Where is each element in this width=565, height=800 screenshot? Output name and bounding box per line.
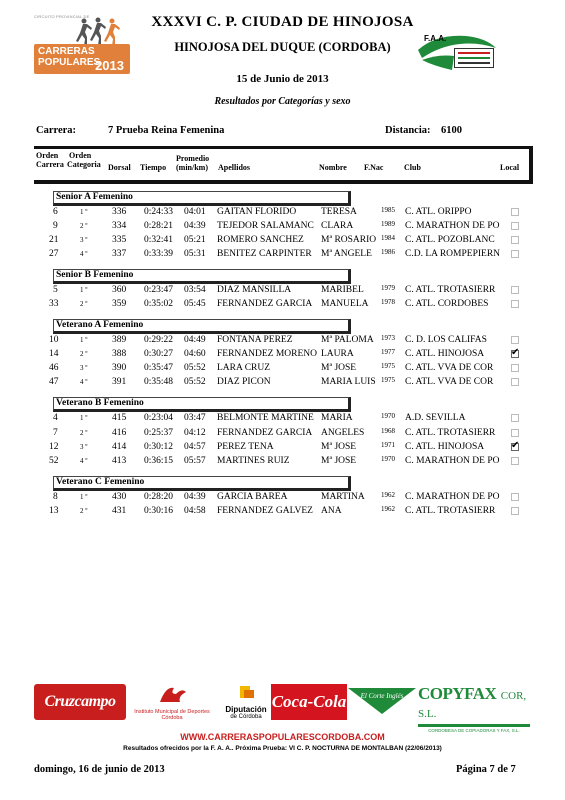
- cell-orden-carrera: 52: [49, 456, 59, 466]
- cocacola-logo: Coca-Cola: [271, 684, 347, 720]
- cell-tiempo: 0:28:20: [144, 492, 174, 502]
- col-nombre: Nombre: [319, 163, 347, 172]
- cell-orden-carrera: 13: [49, 506, 59, 516]
- local-checkbox[interactable]: [511, 364, 519, 372]
- cell-nombre: MARIA: [321, 413, 353, 423]
- cell-club: C. ATL. ORIPPO: [405, 207, 472, 217]
- local-checkbox[interactable]: [511, 250, 519, 258]
- cell-orden-categoria: 4 º: [80, 457, 88, 465]
- instituto-deportes-logo: Instituto Municipal de Deportes Córdoba: [130, 684, 214, 720]
- table-row: [0, 504, 565, 518]
- cell-orden-categoria: 1 º: [80, 493, 88, 501]
- cell-promedio: 05:21: [184, 235, 206, 245]
- cell-apellidos: DIAZ MANSILLA: [217, 285, 292, 295]
- cell-dorsal: 390: [112, 363, 127, 373]
- cell-fnac: 1971: [381, 441, 395, 449]
- logo-small-text: CIRCUITO PROVINCIAL DE: [34, 14, 90, 19]
- col-apellidos: Apellidos: [218, 163, 251, 172]
- cell-dorsal: 413: [112, 456, 127, 466]
- header-right-shadow: [529, 146, 533, 184]
- cell-nombre: MARIA LUIS: [321, 377, 376, 387]
- cell-promedio: 05:57: [184, 456, 206, 466]
- cell-club: C.D. LA ROMPEPIERN: [405, 249, 501, 259]
- cell-club: C. MARATHON DE PO: [405, 221, 500, 231]
- footer-date: domingo, 16 de junio de 2013: [34, 764, 165, 775]
- table-row: [0, 375, 565, 389]
- cell-fnac: 1962: [381, 505, 395, 513]
- local-checkbox[interactable]: [511, 286, 519, 294]
- faa-text: F.A.A.: [424, 34, 447, 43]
- copyfax-logo: COPYFAX COR, S.L. CORDOBESA DE COPIADORAS Y FAX, S.L.: [418, 684, 530, 720]
- cell-fnac: 1986: [381, 248, 395, 256]
- cell-tiempo: 0:32:41: [144, 235, 174, 245]
- col-dorsal: Dorsal: [108, 163, 131, 172]
- cell-club: C. ATL. VVA DE COR: [405, 363, 494, 373]
- table-row: [0, 233, 565, 247]
- cell-apellidos: LARA CRUZ: [217, 363, 271, 373]
- cell-orden-categoria: 3 º: [80, 443, 88, 451]
- cell-dorsal: 416: [112, 428, 127, 438]
- cell-nombre: LAURA: [321, 349, 354, 359]
- cell-dorsal: 359: [112, 299, 127, 309]
- local-checkbox[interactable]: [511, 507, 519, 515]
- local-checkbox[interactable]: [511, 443, 519, 451]
- carrera-label: Carrera:: [36, 125, 77, 136]
- cell-apellidos: DIAZ PICON: [217, 377, 271, 387]
- cell-nombre: MARTINA: [321, 492, 365, 502]
- footer-info: Resultados ofrecidos por la F. A. A.. Próxima Prueba: VI C. P. NOCTURNA DE MONTALBAN (22/06/2013): [123, 745, 442, 752]
- cell-fnac: 1975: [381, 376, 395, 384]
- cell-fnac: 1984: [381, 234, 395, 242]
- cell-orden-carrera: 5: [53, 285, 58, 295]
- cell-club: A.D. SEVILLA: [405, 413, 466, 423]
- logo-line1: CARRERAS POPULARES: [38, 46, 101, 68]
- cell-promedio: 05:45: [184, 299, 206, 309]
- cell-club: C. ATL. CORDOBES: [405, 299, 489, 309]
- cell-apellidos: BELMONTE MARTINE: [217, 413, 314, 423]
- col-promedio: Promedio (min/km): [176, 154, 210, 172]
- cruzcampo-logo: Cruzcampo: [34, 684, 126, 720]
- table-row: [0, 297, 565, 311]
- cell-apellidos: FERNANDEZ GARCIA: [217, 428, 313, 438]
- cell-nombre: MARIBEL: [321, 285, 364, 295]
- local-checkbox[interactable]: [511, 222, 519, 230]
- cell-club: C. ATL. HINOJOSA: [405, 349, 485, 359]
- logo-band: [34, 44, 130, 74]
- cell-apellidos: GARCIA BAREA: [217, 492, 288, 502]
- col-orden-categoria: Orden Categoria: [67, 151, 101, 169]
- local-checkbox[interactable]: [511, 300, 519, 308]
- cell-promedio: 03:54: [184, 285, 206, 295]
- corteingles-logo: El Corte Inglés: [348, 688, 416, 714]
- cell-club: C. ATL. TROTASIERR: [405, 285, 496, 295]
- cell-apellidos: FONTANA PEREZ: [217, 335, 293, 345]
- distancia-label: Distancia:: [385, 125, 431, 136]
- local-checkbox[interactable]: [511, 236, 519, 244]
- faa-box: [454, 48, 494, 68]
- page-subtitle: HINOJOSA DEL DUQUE (CORDOBA): [174, 40, 391, 54]
- cell-club: C. ATL. POZOBLANC: [405, 235, 495, 245]
- cell-apellidos: GAITAN FLORIDO: [217, 207, 297, 217]
- cell-nombre: Mª JOSE: [321, 456, 357, 466]
- cell-dorsal: 431: [112, 506, 127, 516]
- cell-apellidos: TEJEDOR SALAMANC: [217, 221, 314, 231]
- table-row: [0, 283, 565, 297]
- carrera-value: 7 Prueba Reina Femenina: [108, 125, 225, 136]
- cell-orden-categoria: 2 º: [80, 300, 88, 308]
- cell-orden-carrera: 12: [49, 442, 59, 452]
- cell-nombre: TERESA: [321, 207, 357, 217]
- cell-apellidos: FERNANDEZ GARCIA: [217, 299, 313, 309]
- results-label: Resultados por Categorías y sexo: [214, 96, 351, 107]
- cell-nombre: ANA: [321, 506, 342, 516]
- page-title: XXXVI C. P. CIUDAD DE HINOJOSA: [151, 14, 414, 30]
- cell-promedio: 05:52: [184, 363, 206, 373]
- cell-orden-carrera: 21: [49, 235, 59, 245]
- cell-club: C. ATL. HINOJOSA: [405, 442, 485, 452]
- cell-apellidos: PEREZ TENA: [217, 442, 274, 452]
- cell-fnac: 1962: [381, 491, 395, 499]
- cell-dorsal: 391: [112, 377, 127, 387]
- cell-fnac: 1985: [381, 206, 395, 214]
- cell-orden-carrera: 33: [49, 299, 59, 309]
- local-checkbox[interactable]: [511, 457, 519, 465]
- col-club: Club: [404, 163, 421, 172]
- cell-orden-categoria: 2 º: [80, 350, 88, 358]
- cell-fnac: 1968: [381, 427, 395, 435]
- cell-orden-categoria: 3 º: [80, 236, 88, 244]
- cell-tiempo: 0:29:22: [144, 335, 174, 345]
- cell-club: C. MARATHON DE PO: [405, 456, 500, 466]
- table-row: [0, 347, 565, 361]
- cell-fnac: 1979: [381, 284, 395, 292]
- cell-promedio: 04:60: [184, 349, 206, 359]
- local-checkbox[interactable]: [511, 493, 519, 501]
- cell-dorsal: 335: [112, 235, 127, 245]
- cell-fnac: 1978: [381, 298, 395, 306]
- cell-fnac: 1970: [381, 412, 395, 420]
- cell-orden-categoria: 1 º: [80, 336, 88, 344]
- table-row: [0, 219, 565, 233]
- local-checkbox[interactable]: [511, 336, 519, 344]
- cell-orden-carrera: 8: [53, 492, 58, 502]
- footer-url-link[interactable]: WWW.CARRERASPOPULARESCORDOBA.COM: [180, 732, 385, 742]
- logo-year: 2013: [95, 58, 124, 73]
- cell-promedio: 04:49: [184, 335, 206, 345]
- cell-nombre: MANUELA: [321, 299, 369, 309]
- cell-apellidos: FERNANDEZ GALVEZ: [217, 506, 313, 516]
- runners-icon: [72, 17, 127, 47]
- cell-promedio: 04:12: [184, 428, 206, 438]
- cell-nombre: Mª JOSE: [321, 442, 357, 452]
- cell-orden-categoria: 2 º: [80, 429, 88, 437]
- table-row: [0, 247, 565, 261]
- col-fnac: F.Nac: [364, 163, 384, 172]
- cell-dorsal: 389: [112, 335, 127, 345]
- local-checkbox[interactable]: [511, 414, 519, 422]
- cell-promedio: 05:31: [184, 249, 206, 259]
- table-row: [0, 361, 565, 375]
- diputacion-logo: Diputación de Córdoba: [222, 684, 270, 720]
- cell-fnac: 1970: [381, 455, 395, 463]
- cell-club: C. ATL. VVA DE COR: [405, 377, 494, 387]
- cell-promedio: 04:39: [184, 492, 206, 502]
- cell-tiempo: 0:36:15: [144, 456, 174, 466]
- cell-dorsal: 415: [112, 413, 127, 423]
- cell-fnac: 1989: [381, 220, 395, 228]
- cell-tiempo: 0:35:48: [144, 377, 174, 387]
- col-local: Local: [500, 163, 520, 172]
- col-tiempo: Tiempo: [140, 163, 167, 172]
- cell-tiempo: 0:23:47: [144, 285, 174, 295]
- cell-tiempo: 0:23:04: [144, 413, 174, 423]
- cell-orden-carrera: 14: [49, 349, 59, 359]
- cell-dorsal: 334: [112, 221, 127, 231]
- cell-orden-carrera: 10: [49, 335, 59, 345]
- category-header: Senior B Femenino: [53, 269, 351, 284]
- cell-orden-carrera: 4: [53, 413, 58, 423]
- cell-promedio: 04:01: [184, 207, 206, 217]
- cell-dorsal: 360: [112, 285, 127, 295]
- cell-tiempo: 0:30:27: [144, 349, 174, 359]
- cell-nombre: Mª PALOMA: [321, 335, 374, 345]
- cell-orden-categoria: 3 º: [80, 364, 88, 372]
- cell-tiempo: 0:24:33: [144, 207, 174, 217]
- distancia-value: 6100: [441, 125, 462, 136]
- cell-tiempo: 0:30:12: [144, 442, 174, 452]
- cell-dorsal: 337: [112, 249, 127, 259]
- cell-fnac: 1977: [381, 348, 395, 356]
- cell-apellidos: FERNANDEZ MORENO: [217, 349, 318, 359]
- category-header: Senior A Femenino: [53, 191, 351, 206]
- cell-orden-categoria: 1 º: [80, 414, 88, 422]
- col-orden-carrera: Orden Carrera: [36, 151, 64, 169]
- cell-orden-categoria: 4 º: [80, 378, 88, 386]
- cell-orden-carrera: 6: [53, 207, 58, 217]
- table-row: [0, 490, 565, 504]
- cell-nombre: Mª ANGELE: [321, 249, 372, 259]
- cell-dorsal: 388: [112, 349, 127, 359]
- cell-promedio: 04:58: [184, 506, 206, 516]
- page-number: Página 7 de 7: [456, 764, 516, 775]
- cell-nombre: CLARA: [321, 221, 354, 231]
- cell-orden-carrera: 47: [49, 377, 59, 387]
- cell-dorsal: 336: [112, 207, 127, 217]
- cell-fnac: 1975: [381, 362, 395, 370]
- cell-orden-carrera: 46: [49, 363, 59, 373]
- cell-club: C. ATL. TROTASIERR: [405, 506, 496, 516]
- cell-orden-carrera: 27: [49, 249, 59, 259]
- cell-nombre: Mª ROSARIO: [321, 235, 377, 245]
- cell-apellidos: ROMERO SANCHEZ: [217, 235, 304, 245]
- cell-promedio: 04:57: [184, 442, 206, 452]
- race-date: 15 de Junio de 2013: [236, 73, 329, 85]
- faa-logo: [416, 30, 498, 72]
- cell-tiempo: 0:35:47: [144, 363, 174, 373]
- cell-orden-categoria: 1 º: [80, 286, 88, 294]
- cell-tiempo: 0:28:21: [144, 221, 174, 231]
- cell-club: C. MARATHON DE PO: [405, 492, 500, 502]
- cell-orden-carrera: 9: [53, 221, 58, 231]
- cell-apellidos: BENITEZ CARPINTER: [217, 249, 312, 259]
- table-row: [0, 454, 565, 468]
- instituto-emblem-icon: [130, 684, 214, 704]
- table-row: [0, 411, 565, 425]
- cell-club: C. ATL. TROTASIERR: [405, 428, 496, 438]
- cell-tiempo: 0:25:37: [144, 428, 174, 438]
- cell-promedio: 03:47: [184, 413, 206, 423]
- local-checkbox[interactable]: [511, 378, 519, 386]
- cell-orden-categoria: 1 º: [80, 208, 88, 216]
- cell-dorsal: 430: [112, 492, 127, 502]
- local-checkbox[interactable]: [511, 350, 519, 358]
- cell-orden-carrera: 7: [53, 428, 58, 438]
- cell-apellidos: MARTINES RUIZ: [217, 456, 290, 466]
- header-bottom-rule: [34, 180, 532, 184]
- cell-orden-categoria: 4 º: [80, 250, 88, 258]
- cell-nombre: ANGELES: [321, 428, 365, 438]
- cell-promedio: 04:39: [184, 221, 206, 231]
- cell-tiempo: 0:33:39: [144, 249, 174, 259]
- local-checkbox[interactable]: [511, 429, 519, 437]
- local-checkbox[interactable]: [511, 208, 519, 216]
- header-top-rule: [34, 146, 532, 149]
- cell-promedio: 05:52: [184, 377, 206, 387]
- table-row: [0, 333, 565, 347]
- cell-tiempo: 0:35:02: [144, 299, 174, 309]
- table-row: [0, 205, 565, 219]
- category-header: Veterano B Femenino: [53, 397, 351, 412]
- cell-tiempo: 0:30:16: [144, 506, 174, 516]
- category-header: Veterano C Femenino: [53, 476, 351, 491]
- cell-nombre: Mª JOSE: [321, 363, 357, 373]
- category-header: Veterano A Femenino: [53, 319, 351, 334]
- cell-dorsal: 414: [112, 442, 127, 452]
- cell-orden-categoria: 2 º: [80, 507, 88, 515]
- cell-club: C. D. LOS CALIFAS: [405, 335, 487, 345]
- diputacion-emblem-icon: [222, 684, 270, 700]
- circuito-logo: [34, 14, 132, 74]
- table-row: [0, 440, 565, 454]
- table-row: [0, 426, 565, 440]
- cell-fnac: 1973: [381, 334, 395, 342]
- cell-orden-categoria: 2 º: [80, 222, 88, 230]
